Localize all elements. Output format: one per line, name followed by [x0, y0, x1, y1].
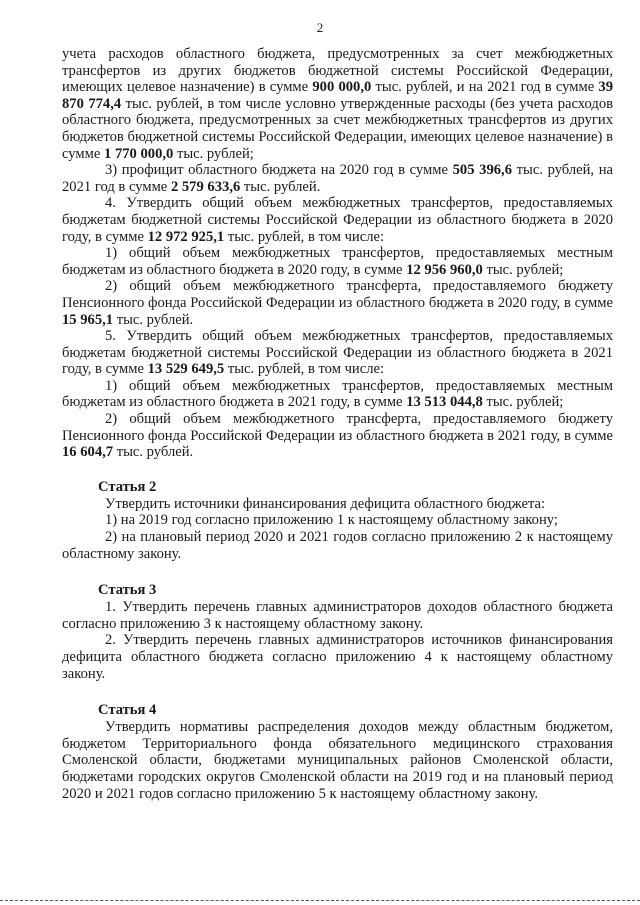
page-bottom-edge	[0, 900, 640, 901]
paragraph	[62, 245, 613, 278]
paragraph	[62, 719, 613, 802]
paragraph-text: тыс. рублей, в том числе:	[224, 361, 385, 378]
amount-value: 15 965,1	[62, 311, 114, 328]
paragraph	[62, 632, 613, 682]
amount-value: 13 513 044,8	[406, 394, 483, 411]
amount-value: 13 529 649,5	[147, 361, 225, 378]
paragraph-text: тыс. рублей.	[113, 444, 194, 461]
paragraph-text: Утвердить источники финансирования дефицита областного бюджета:	[105, 495, 546, 512]
paragraph-text: 2) общий объем межбюджетного трансферта, предоставляемого бюджету Пенсионного фонда Российской Федерации из областного бюджета в 2021 году, в сумме	[62, 411, 613, 444]
article-heading: Статья 3	[98, 582, 157, 599]
paragraph	[62, 162, 613, 195]
document-body	[62, 46, 613, 802]
amount-value: 39 870 774,4	[62, 79, 613, 112]
paragraph-text: 2. Утвердить перечень главных администраторов источников финансирования дефицита областного бюджета согласно приложению 4 к настоящему областному закону.	[62, 632, 613, 682]
paragraph	[62, 278, 613, 328]
paragraph-text: 2) на плановый период 2020 и 2021 годов согласно приложению 2 к настоящему областному закону.	[62, 529, 613, 562]
paragraph-text: тыс. рублей;	[482, 261, 564, 278]
amount-value: 12 972 925,1	[147, 228, 225, 245]
paragraph-text: учета расходов областного бюджета, предусмотренных за счет межбюджетных трансфертов из других бюджетов бюджетной системы Российской Федерации, имеющих целевое назначение) в сумме	[62, 46, 613, 96]
paragraph	[62, 46, 613, 162]
paragraph-text: тыс. рублей, на 2021 год в сумме	[62, 162, 614, 195]
amount-value: 900 000,0	[312, 79, 372, 96]
paragraph-text: тыс. рублей.	[240, 178, 321, 195]
amount-value: 16 604,7	[62, 444, 114, 461]
paragraph-text: 1) на 2019 год согласно приложению 1 к настоящему областному закону;	[105, 512, 558, 529]
paragraph-text: тыс. рублей, в том числе:	[224, 228, 385, 245]
paragraph	[62, 328, 613, 378]
amount-value: 1 770 000,0	[104, 145, 174, 162]
paragraph-text: тыс. рублей;	[482, 394, 564, 411]
paragraph-text: 1) общий объем межбюджетных трансфертов, предоставляемых местным бюджетам из областного бюджета в 2020 году, в сумме	[62, 245, 613, 278]
paragraph-text: тыс. рублей;	[173, 145, 254, 162]
paragraph	[62, 378, 613, 411]
page-number: 2	[316, 20, 324, 35]
paragraph-text: 4. Утвердить общий объем межбюджетных трансфертов, предоставляемых бюджетам бюджетной системы Российской Федерации из областного бюджета в 2020 году, в сумме	[62, 195, 613, 245]
paragraph-text: тыс. рублей.	[113, 311, 194, 328]
paragraph-text: тыс. рублей, в том числе условно утвержденные расходы (без учета расходов областного бюджета, предусмотренных за счет межбюджетных трансфертов из других бюджетов бюджетной системы Российской Федерации, имеющих целевое назначение) в сумме	[62, 95, 614, 162]
paragraph-text: 1) общий объем межбюджетных трансфертов, предоставляемых местным бюджетам из областного бюджета в 2021 году, в сумме	[62, 377, 613, 411]
paragraph-text: 3) профицит областного бюджета на 2020 год в сумме	[105, 162, 453, 179]
article-heading: Статья 2	[98, 478, 157, 495]
paragraph-text: 2) общий объем межбюджетного трансферта, предоставляемого бюджету Пенсионного фонда Российской Федерации из областного бюджета в 2020 году, в сумме	[62, 278, 613, 311]
paragraph-text: 1. Утвердить перечень главных администраторов доходов областного бюджета согласно приложению 3 к настоящему областному закону.	[62, 599, 613, 632]
paragraph	[62, 195, 613, 245]
paragraph	[62, 512, 613, 529]
article-heading: Статья 4	[98, 702, 157, 719]
paragraph	[62, 411, 613, 461]
paragraph	[62, 599, 613, 632]
paragraph-text: Утвердить нормативы распределения доходов между областным бюджетом, бюджетом Территориального фонда обязательного медицинского страхования Смоленской области, бюджетами муниципальных районов Смоленской области, бюджетами городских округов Смоленской области на 2019 год и на плановый период 2020 и 2021 годов согласно приложению 5 к настоящему областному закону.	[62, 719, 613, 802]
amount-value: 505 396,6	[452, 162, 512, 179]
paragraph	[62, 496, 613, 513]
paragraph-text: тыс. рублей, и на 2021 год в сумме	[371, 79, 599, 96]
amount-value: 2 579 633,6	[170, 178, 241, 195]
amount-value: 12 956 960,0	[406, 261, 483, 278]
paragraph	[62, 529, 613, 562]
paragraph-text: 5. Утвердить общий объем межбюджетных трансфертов, предоставляемых бюджетам бюджетной системы Российской Федерации из областного бюджета в 2021 году, в сумме	[62, 328, 613, 378]
